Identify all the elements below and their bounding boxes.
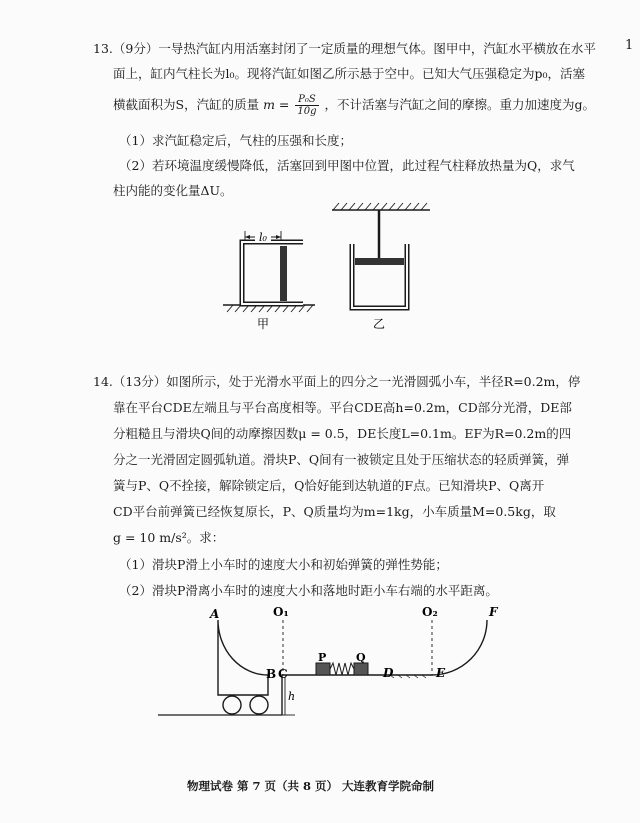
q13-sub-2b: 柱内能的变化量ΔU。 [113,183,233,198]
figure-yi [332,203,430,331]
label-yi: 乙 [372,317,386,331]
q14-line-6: CD平台前弹簧已经恢复原长，P、Q质量均为m=1kg，小车质量M=0.5kg，取 [113,504,556,519]
figure-jia [223,230,315,331]
label-C: C [278,667,288,681]
mass-formula-lhs: m = [263,97,290,112]
q13-line-3-a: 横截面积为S，汽缸的质量 [113,97,260,112]
label-Q: Q [356,651,366,664]
q13-sub-1: （1）求汽缸稳定后，气柱的压强和长度； [119,133,352,148]
label-B: B [266,667,277,681]
label-A: A [210,607,220,621]
q13-line-3 [113,94,595,117]
mass-fraction-denominator: 10g [297,106,317,117]
label-E: E [436,666,446,680]
label-l0: l₀ [259,231,267,244]
q14-line-1: 14.（13分）如图所示，处于光滑水平面上的四分之一光滑圆弧小车，半径R=0.2m，停 [93,374,581,389]
q13-line-2: 面上，缸内气柱长为l₀。现将汽缸如图乙所示悬于空中。已知大气压强稳定为p₀，活塞 [113,66,586,81]
label-O1: O₁ [273,605,289,619]
label-O2: O₂ [422,605,438,619]
q14-sub-1: （1）滑块P滑上小车时的速度大小和初始弹簧的弹性势能； [119,557,448,572]
q14-sub-2: （2）滑块P滑离小车时的速度大小和落地时距小车右端的水平距离。 [119,583,498,598]
mass-fraction-numerator: P₀S [295,94,318,106]
label-jia: 甲 [256,317,270,331]
label-P: P [318,651,327,664]
page-corner-number: 1 [625,38,634,53]
page-footer: 物理试卷 第 7 页（共 8 页） 大连教育学院命制 [187,779,435,793]
mass-fraction [295,94,318,117]
label-D: D [383,666,394,680]
mass-formula [263,94,324,117]
q13-line-3-b: ，不计活塞与汽缸之间的摩擦。重力加速度为g。 [324,97,595,112]
q13-sub-2a: （2）若环境温度缓慢降低，活塞回到甲图中位置，此过程气柱释放热量为Q，求气 [119,158,575,173]
q14-line-4: 分之一光滑固定圆弧轨道。滑块P、Q间有一被锁定且处于压缩状态的轻质弹簧，弹 [113,452,570,467]
label-F: F [489,605,498,619]
q14-figure [150,600,520,725]
q14-line-3: 分粗糙且与滑块Q间的动摩擦因数μ = 0.5，DE长度L=0.1m。EF为R=0.2m的四 [113,426,572,441]
q14-line-2: 靠在平台CDE左端且与平台高度相等。平台CDE高h=0.2m，CD部分光滑，DE部 [113,400,572,415]
q13-figure [215,200,475,335]
label-h: h [288,690,296,703]
q14-line-7: g = 10 m/s²。求： [113,530,225,545]
q13-line-1: 13.（9分）一导热汽缸内用活塞封闭了一定质量的理想气体。图甲中，汽缸水平横放在水平 [93,41,596,56]
q14-line-5: 簧与P、Q不拴接，解除锁定后，Q恰好能到达轨道的F点。已知滑块P、Q离开 [113,478,545,493]
